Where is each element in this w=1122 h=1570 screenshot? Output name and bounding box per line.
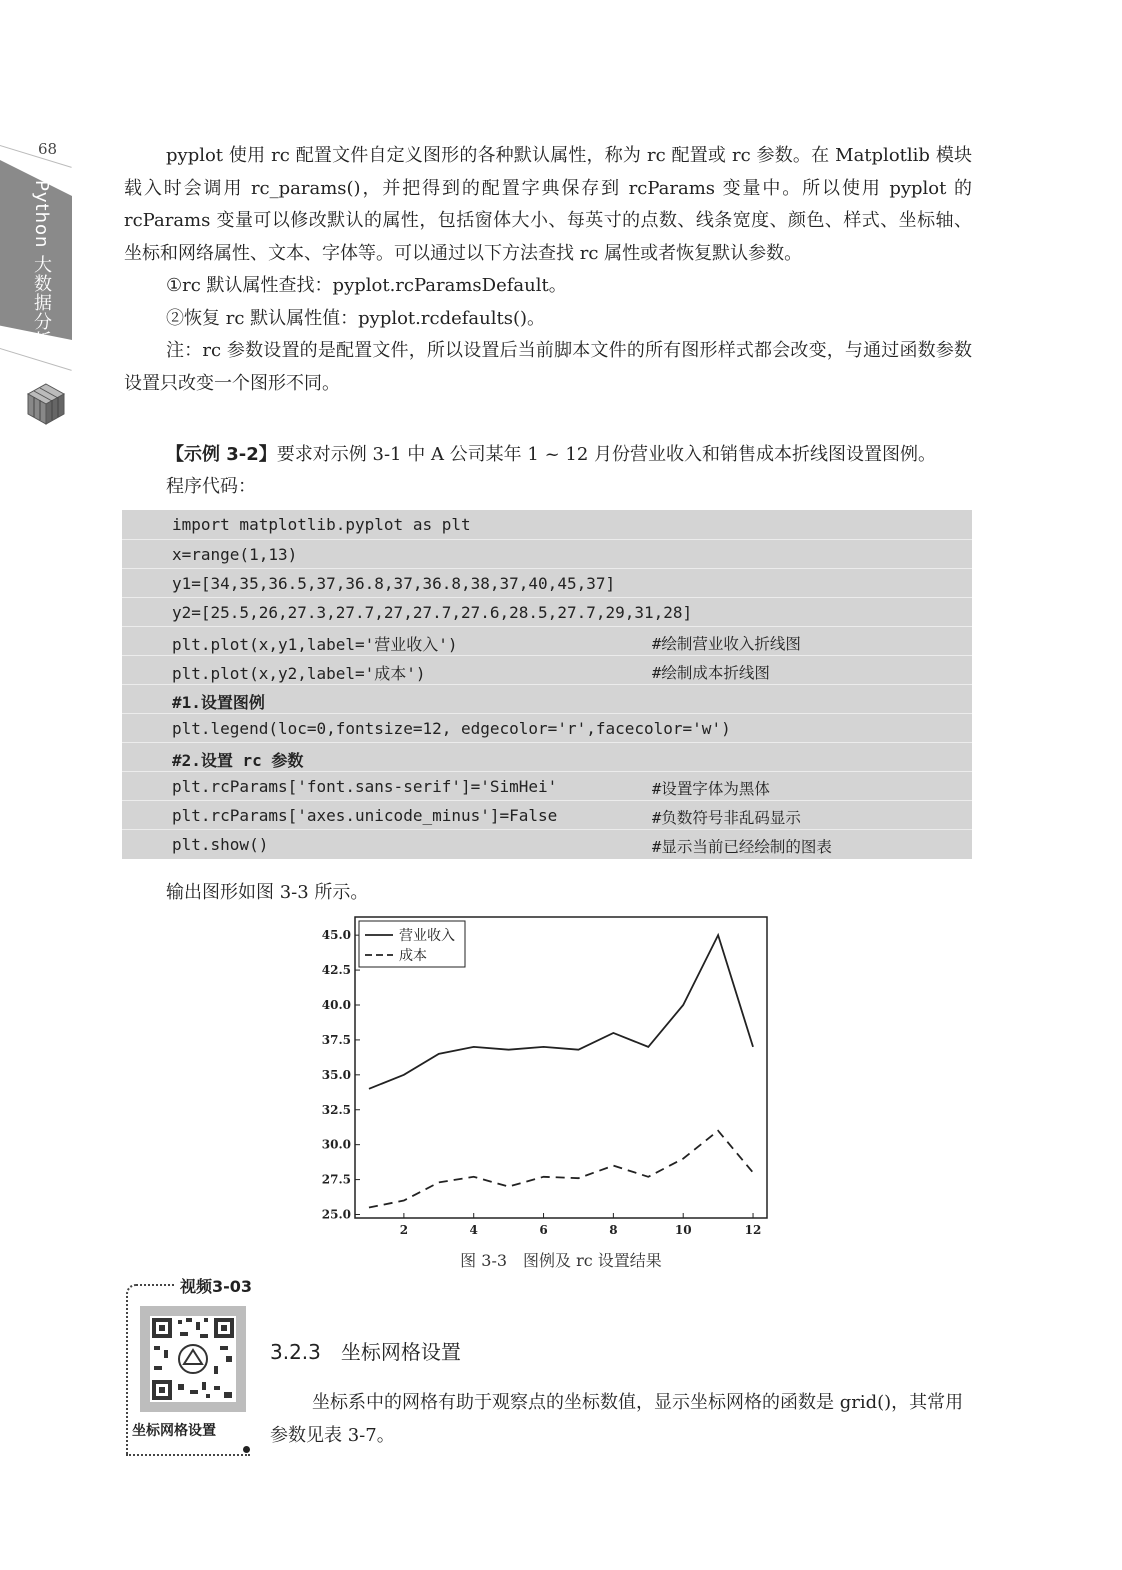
code-line — [122, 800, 972, 829]
x-tick-label: 4 — [469, 1223, 478, 1237]
section-number: 3.2.3 — [270, 1340, 321, 1364]
y-tick-label: 42.5 — [321, 963, 351, 978]
code-line — [122, 742, 972, 771]
code-block — [122, 510, 972, 859]
code-line — [122, 597, 972, 626]
code-line — [122, 539, 972, 568]
code-comment: #显示当前已经绘制的图表 — [652, 838, 832, 856]
code-text: #1.设置图例 — [172, 693, 265, 712]
code-text: #2.设置 rc 参数 — [172, 751, 304, 770]
code-text: plt.rcParams['font.sans-serif']='SimHei' — [172, 777, 558, 796]
code-text: plt.legend(loc=0,fontsize=12, edgecolor='r',facecolor='w') — [172, 719, 731, 738]
y-tick-label: 45.0 — [321, 928, 351, 943]
section-heading — [270, 1336, 461, 1365]
code-intro: 程序代码： — [166, 476, 256, 497]
code-comment: #绘制营业收入折线图 — [652, 635, 801, 653]
example-label: 【示例 3-2】 — [166, 444, 277, 465]
intro-paragraph: pyplot 使用 rc 配置文件自定义图形的各种默认属性，称为 rc 配置或 rc 参数。在 Matplotlib 模块载入时会调用 rc_params()，并把得到的配置字典保存到 rcParams 变量中。所以使用 pyplot 的 rcParams 变量可以修改默认的属性，包括窗体大小、每英寸的点数、线条宽度、颜色、样式、坐标轴、坐标和网络属性、文本、字体等。可以通过以下方法查找 rc 属性或者恢复默认参数。 — [124, 145, 972, 264]
cube-logo-icon — [22, 380, 70, 428]
code-line — [122, 568, 972, 597]
page-number: 68 — [38, 140, 58, 158]
y-tick-label: 25.0 — [321, 1207, 351, 1222]
legend-label: 成本 — [399, 948, 427, 964]
legend-label: 营业收入 — [399, 928, 455, 944]
code-line — [122, 829, 972, 858]
x-tick-label: 2 — [399, 1223, 409, 1237]
list-item-rc-restore: ②恢复 rc 默认属性值：pyplot.rcdefaults()。 — [166, 307, 546, 329]
code-text: x=range(1,13) — [172, 545, 298, 564]
code-text: plt.rcParams['axes.unicode_minus']=False — [172, 806, 558, 825]
video-label: 视频3-03 — [176, 1274, 256, 1297]
code-text: y2=[25.5,26,27.3,27.7,27,27.7,27.6,28.5,27.7,29,31,28] — [172, 603, 693, 622]
x-tick-label: 8 — [609, 1223, 618, 1237]
body-intro — [124, 140, 972, 400]
code-text: import matplotlib.pyplot as plt — [172, 515, 471, 534]
code-comment: #绘制成本折线图 — [652, 664, 770, 682]
x-tick-label: 12 — [744, 1223, 762, 1237]
code-text: plt.plot(x,y2,label='成本') — [172, 664, 426, 683]
y-tick-label: 30.0 — [321, 1137, 351, 1152]
code-text: plt.show() — [172, 835, 269, 854]
side-line-bottom — [0, 348, 72, 371]
side-title: Python 大数据分析 — [31, 180, 52, 351]
code-comment: #设置字体为黑体 — [652, 780, 770, 798]
x-tick-label: 10 — [674, 1223, 692, 1237]
example-text: 要求对示例 3-1 中 A 公司某年 1 ~ 12 月份营业收入和销售成本折线图设置图例。 — [276, 444, 936, 465]
example-heading — [166, 440, 936, 498]
y-tick-label: 40.0 — [321, 997, 351, 1012]
code-line — [122, 510, 972, 538]
code-comment: #负数符号非乱码显示 — [652, 809, 801, 827]
y-tick-label: 37.5 — [321, 1032, 351, 1047]
x-tick-label: 6 — [539, 1223, 548, 1237]
code-line — [122, 655, 972, 684]
output-text: 输出图形如图 3-3 所示。 — [166, 882, 369, 903]
chart-caption: 图 3-3 图例及 rc 设置结果 — [460, 1251, 662, 1270]
video-frame-dot — [243, 1446, 250, 1453]
list-item-rc-default: ①rc 默认属性查找：pyplot.rcParamsDefault。 — [166, 275, 567, 296]
note-paragraph: 注：rc 参数设置的是配置文件，所以设置后当前脚本文件的所有图形样式都会改变，与通过函数参数设置只改变一个图形不同。 — [124, 340, 972, 394]
code-line — [122, 626, 972, 655]
code-text: y1=[34,35,36.5,37,36.8,37,36.8,38,37,40,45,37] — [172, 574, 616, 593]
side-line-top — [0, 145, 72, 168]
line-chart — [300, 905, 780, 1245]
code-line — [122, 771, 972, 800]
y-tick-label: 32.5 — [321, 1102, 351, 1117]
code-line — [122, 684, 972, 713]
section-body: 坐标系中的网格有助于观察点的坐标数值，显示坐标网格的函数是 grid()，其常用参数见表 3-7。 — [270, 1392, 964, 1446]
section-title: 坐标网格设置 — [340, 1340, 461, 1364]
y-tick-label: 27.5 — [321, 1172, 351, 1187]
y-tick-label: 35.0 — [321, 1067, 351, 1082]
code-line — [122, 713, 972, 742]
qr-code-icon[interactable] — [140, 1306, 246, 1412]
video-caption: 坐标网格设置 — [132, 1423, 216, 1439]
code-text: plt.plot(x,y1,label='营业收入') — [172, 635, 458, 654]
